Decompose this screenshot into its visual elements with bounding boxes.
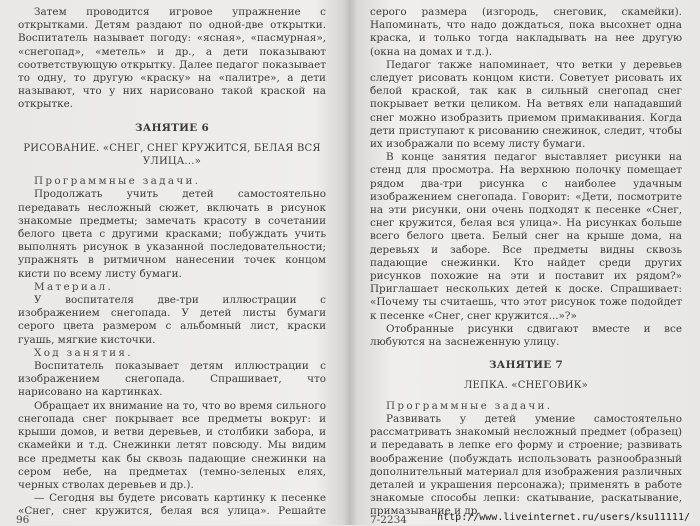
- left-page: [18, 6, 326, 519]
- material-text: У воспитателя две-три иллюстрации с изображением снегопада. У детей листы бумаги серого цвета размером с альбомный лист, краски гуашь, мягкие кисточки.: [18, 294, 326, 347]
- paragraph-1: Обращает их внимание на то, что во время сильного снегопада снег покрывает все предметы вокруг: и крыши домов, и ветви деревьев, и столбики забора, и скамейки и т.д. Снежинки летят повсюду. Мы видим все предметы как бы сквозь падающие снежинки на сером небе, на предметах (темно-зеленых елях, черных стволах деревьев и др.).: [18, 400, 326, 492]
- lesson-7-title: ЗАНЯТИЕ 7: [370, 359, 682, 372]
- tasks-label-7: Программные задачи.: [370, 400, 682, 413]
- right-page-column: [370, 6, 682, 519]
- lesson-7-subtitle: ЛЕПКА. «СНЕГОВИК»: [370, 379, 682, 392]
- intro-paragraph: Затем проводится игровое упражнение с открытками. Детям раздают по одной-две открытки. Воспитатель называет погоду: «ясная», «пасмурная», «снегопад», «метель» и др., а дети показывают соответствующую открытку. Далее педагог показывает то одну, то другую «краску» на «палитре», а дети называют, что у них нарисовано такой краской на открытке.: [18, 6, 326, 112]
- lesson-6-title: ЗАНЯТИЕ 6: [18, 122, 326, 135]
- lesson-6-subtitle: РИСОВАНИЕ. «СНЕГ, СНЕГ КРУЖИТСЯ, БЕЛАЯ ВСЯ УЛИЦА...»: [18, 142, 326, 168]
- right-page: [370, 6, 682, 519]
- watermark-url: http://www.liveinternet.ru/users/ksu11111/: [437, 512, 690, 523]
- left-page-column: [18, 6, 326, 519]
- paragraph-2: — Сегодня вы будете рисовать картинку к песенке «Снег, снег кружится, белая вся улица». Решайте: [18, 492, 326, 519]
- continued-paragraph: серого размера (изгородь, снеговик, скамейки). Напоминать, что надо дождаться, пока высохнет одна краска, и только тогда накладывать на нее другую (окна на домах и т.д.).: [370, 6, 682, 59]
- tasks-label: Программные задачи.: [18, 175, 326, 188]
- right-paragraph-2: В конце занятия педагог выставляет рисунки на стенд для просмотра. На верхнюю полочку помещает рядом два-три рисунка с наиболее удачным изображением снегопада. Говорит: «Дети, посмотрите на эти рисунки, они очень подходят к песенке «Снег, снег кружится, белая вся улица». На рисунках больше всего белого цвета. Белый снег на крыше дома, на деревьях и заборе. Все предметы видны сквозь падающие снежинки. Кто найдет среди других рисунков похожие на эти и поставит их рядом?» Приглашает нескольких детей к доске. Спрашивает: «Почему ты считаешь, что этот рисунок тоже подойдет к песенке «Снег, снег кружится...»?»: [370, 151, 682, 323]
- right-page-signature: 7-2234: [370, 514, 407, 526]
- course-text: Воспитатель показывает детям иллюстрации с изображением снегопада. Спрашивает, что нарисовано на картинках.: [18, 360, 326, 400]
- right-paragraph-1: Педагог также напоминает, что ветки у деревьев следует рисовать концом кисти. Советует рисовать их белой краской, так как в сильный снегопад снег покрывает ветки целиком. На ветвях ели нападавший снег можно изобразить приемом примакивания. Когда дети приступают к рисованию снежинок, следит, чтобы их изображали по всему листу бумаги.: [370, 59, 682, 151]
- tasks-text-7: Развивать у детей умение самостоятельно рассматривать знакомый несложный предмет (образец) и передавать в лепке его форму и строение; развивать воображение (побуждать использовать разнообразный дополнительный материал для изображения различных деталей и украшения персонажа); применять в работе знакомые способы лепки: скатывание, раскатывание, примазывание и др.: [370, 413, 682, 519]
- material-label: Материал.: [18, 281, 326, 294]
- right-paragraph-3: Отобранные рисунки сдвигают вместе и все любуются на заснеженную улицу.: [370, 323, 682, 349]
- tasks-text: Продолжать учить детей самостоятельно передавать несложный сюжет, включать в рисунок знакомые предметы; замечать красоту в сочетании белого цвета с другими красками; побуждать учить выполнять рисунок в указанной последовательности; упражнять в ритмичном нанесении точек концом кисти по всему листу бумаги.: [18, 188, 326, 280]
- course-label: Ход занятия.: [18, 347, 326, 360]
- left-page-number: 96: [16, 514, 29, 526]
